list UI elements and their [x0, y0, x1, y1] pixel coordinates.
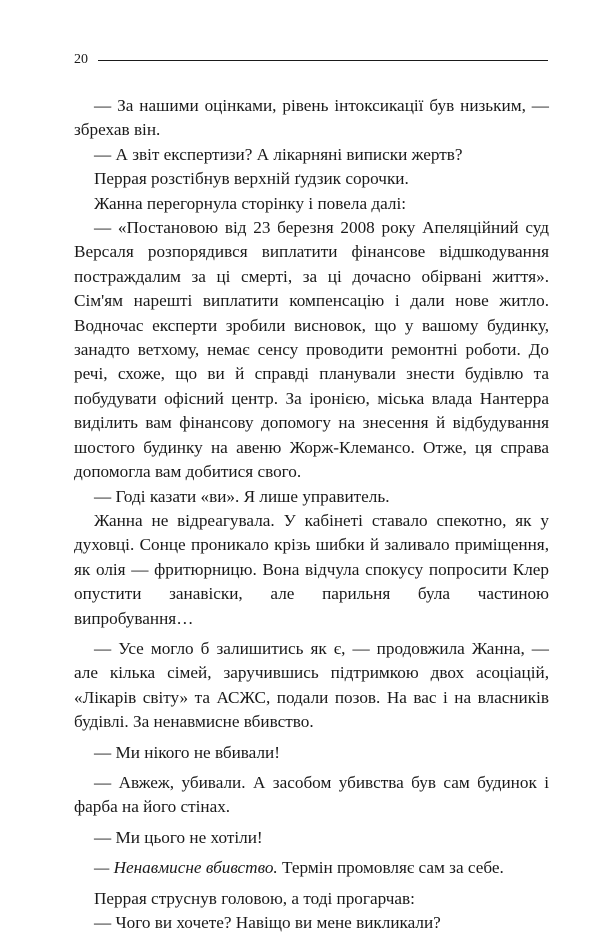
running-header — [74, 48, 548, 72]
paragraph: — Чого ви хочете? Навіщо ви мене викликали? — [94, 913, 441, 932]
paragraph: Перрая розстібнув верхній ґудзик сорочки. — [94, 169, 409, 189]
paragraph: — Годі казати «ви». Я лише управитель. — [94, 486, 390, 506]
paragraph: — За нашими оцінками, рівень інтоксикації був низьким, — збрехав він. — [74, 96, 549, 140]
paragraph: — «Постановою від 23 березня 2008 року Апеляційний суд Версаля розпорядився виплатити фінансове відшкодування постраждалим за ці смерті, за ці дочасно обірвані життя». Сім'ям нарешті виплатити компенсацію і дали нове житло. Водночас експерти зробили висновок, що у вашому будинку, занадто ветхому, немає сенсу проводити ремонтні роботи. До речі, схоже, що ви й справді планували знести будівлю та побудувати офісний центр. За іронією, міська влада Нантерра виділить вам фінансову допомогу на знесення й відбудування шостого будинку на авеню Жорж-Клемансо. Отже, ця справа допомогла вам добитися свого. — [74, 218, 549, 482]
paragraph: Жанна перегорнула сторінку і повела далі: — [94, 193, 407, 213]
paragraph: — Ми нікого не вбивали! — [94, 742, 280, 762]
header-rule — [98, 60, 548, 61]
italic-phrase: — Ненавмисне вбивство. — [94, 858, 278, 878]
paragraph: Жанна не відреагувала. У кабінеті ставало спекотно, як у духовці. Сонце проникало крізь шибки й заливало приміщення, як олія — фритюрницю. Вона відчула спокусу попросити Клер опустити занавіски, але парильня була частиною випробування… — [74, 510, 549, 628]
paragraph: Перрая струснув головою, а тоді прогарчав: — [94, 888, 415, 908]
page-number: 20 — [74, 52, 88, 67]
paragraph: — Усе могло б залишитись як є, — продовжила Жанна, — але кілька сімей, заручившись підтримкою двох асоціацій, «Лікарів світу» та АСЖС, подали позов. На вас і на власників будівлі. За ненавмисне вбивство. — [74, 638, 549, 732]
paragraph — [74, 856, 549, 880]
body-text — [74, 94, 549, 935]
paragraph: — А звіт експертизи? А лікарняні виписки жертв? — [94, 144, 463, 164]
paragraph: — Авжеж, убивали. А засобом убивства був сам будинок і фарба на його стінах. — [74, 772, 549, 817]
paragraph: — Ми цього не хотіли! — [94, 827, 263, 847]
paragraph-text: Термін промовляє сам за себе. — [282, 858, 504, 878]
